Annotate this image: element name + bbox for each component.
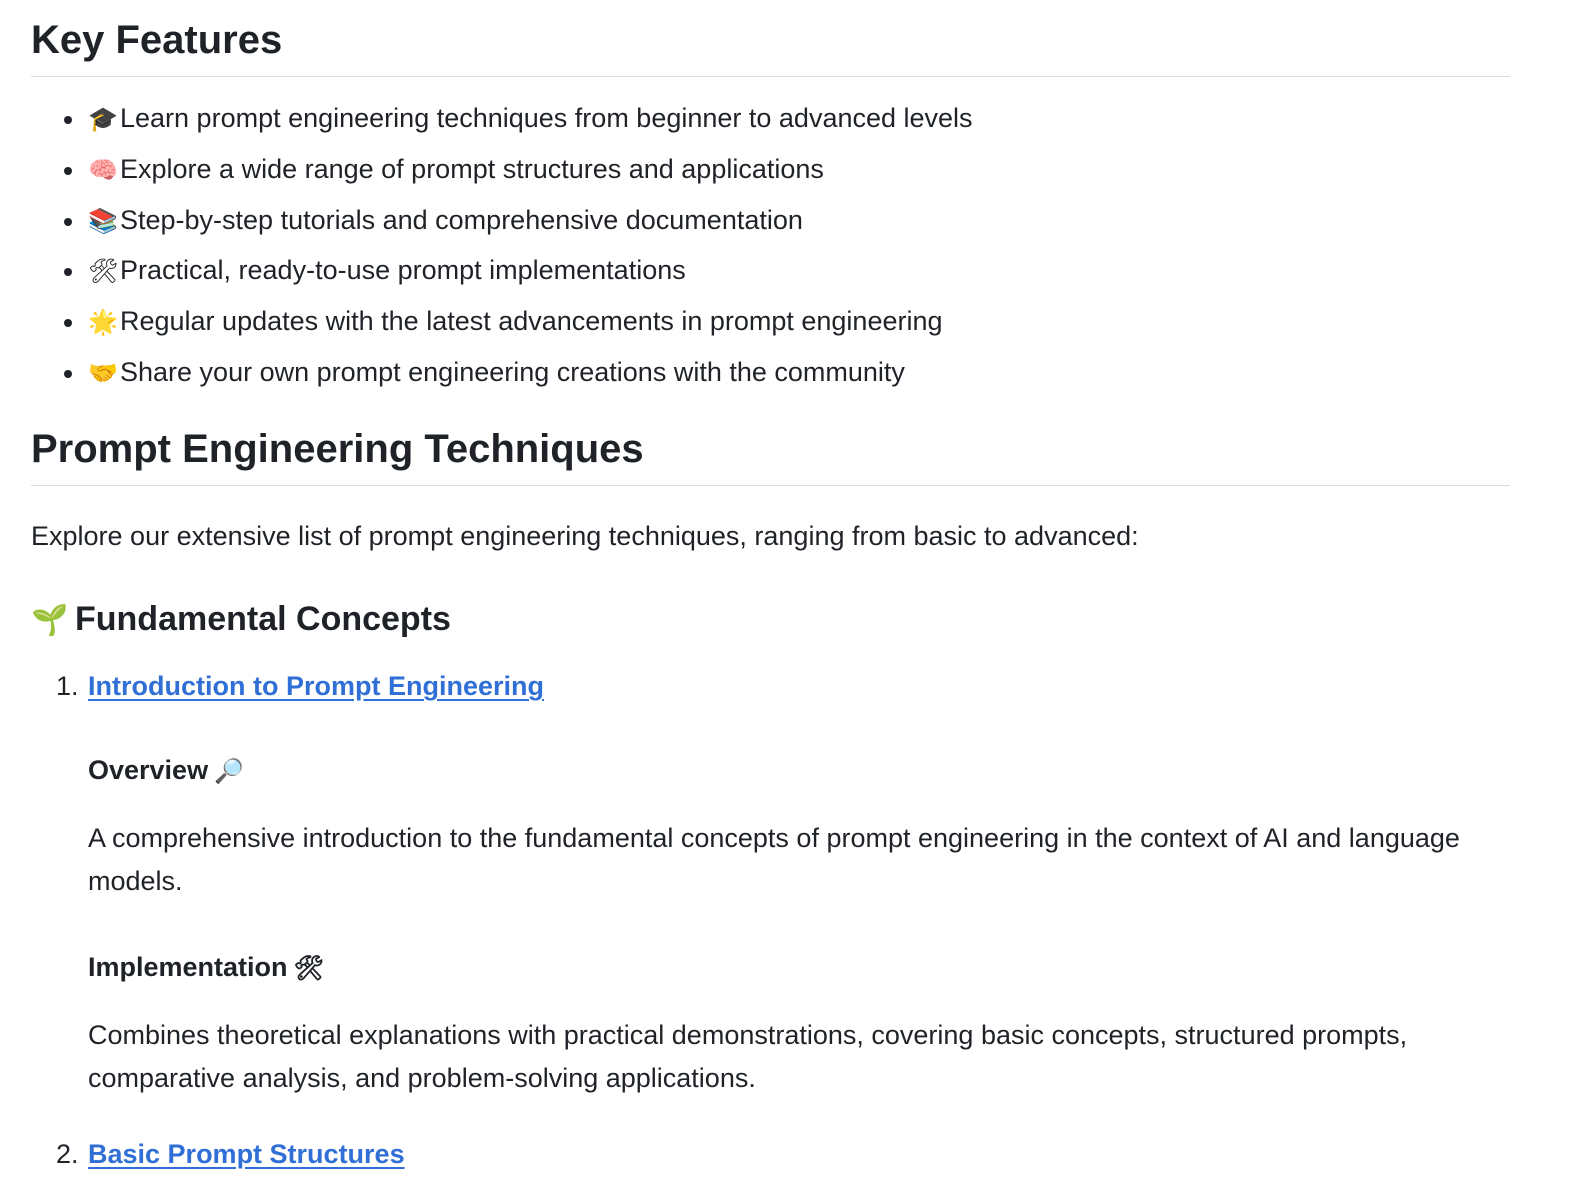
basic-prompt-structures-link[interactable]: Basic Prompt Structures	[88, 1139, 405, 1170]
feature-text: Practical, ready-to-use prompt implementations	[120, 255, 686, 286]
techniques-heading: Prompt Engineering Techniques	[31, 424, 1510, 486]
intro-to-prompt-engineering-link[interactable]: Introduction to Prompt Engineering	[88, 671, 544, 702]
techniques-intro: Explore our extensive list of prompt engineering techniques, ranging from basic to advanced:	[31, 520, 1139, 551]
feature-text: Share your own prompt engineering creations with the community	[120, 356, 905, 387]
list-item	[88, 355, 1510, 390]
overview-label: Overview	[88, 755, 209, 786]
list-item	[88, 203, 1510, 238]
feature-text: Learn prompt engineering techniques from beginner to advanced levels	[120, 103, 973, 133]
implementation-label: Implementation	[88, 952, 288, 983]
overview-heading	[88, 750, 1510, 791]
handshake-icon: 🤝	[88, 358, 118, 387]
implementation-heading	[88, 947, 1510, 988]
magnifying-glass-icon: 🔎	[214, 757, 244, 786]
tools-icon: 🛠	[88, 257, 119, 286]
section-title: Fundamental Concepts	[75, 599, 451, 638]
seedling-icon: 🌱	[31, 602, 69, 638]
implementation-text: Combines theoretical explanations with practical demonstrations, covering basic concepts, structured prompts, comparative analysis, and problem-solving applications.	[88, 1020, 1408, 1094]
books-icon: 📚	[88, 206, 118, 235]
key-features-heading: Key Features	[31, 15, 1510, 77]
brain-icon: 🧠	[88, 155, 118, 184]
list-item	[88, 152, 1510, 187]
overview-text: A comprehensive introduction to the fundamental concepts of prompt engineering in the context of AI and language models.	[88, 823, 1460, 897]
readme-content	[31, 0, 1510, 1174]
feature-text: Explore a wide range of prompt structures and applications	[120, 153, 824, 184]
tools-icon: 🛠	[293, 954, 324, 983]
feature-text: Regular updates with the latest advancements in prompt engineering	[120, 306, 943, 337]
list-item	[88, 253, 1510, 288]
item-number: 2.	[56, 1139, 79, 1170]
technique-item	[56, 666, 1510, 1100]
section-heading-fundamental-concepts	[31, 598, 1510, 641]
list-item	[88, 304, 1510, 339]
glowing-star-icon: 🌟	[88, 308, 118, 337]
list-item	[88, 101, 1510, 136]
technique-item	[56, 1134, 1510, 1174]
key-features-list	[31, 101, 1510, 390]
feature-text: Step-by-step tutorials and comprehensive documentation	[120, 204, 803, 235]
graduation-cap-icon: 🎓	[88, 105, 118, 133]
item-number: 1.	[56, 671, 79, 702]
techniques-list	[31, 666, 1510, 1174]
